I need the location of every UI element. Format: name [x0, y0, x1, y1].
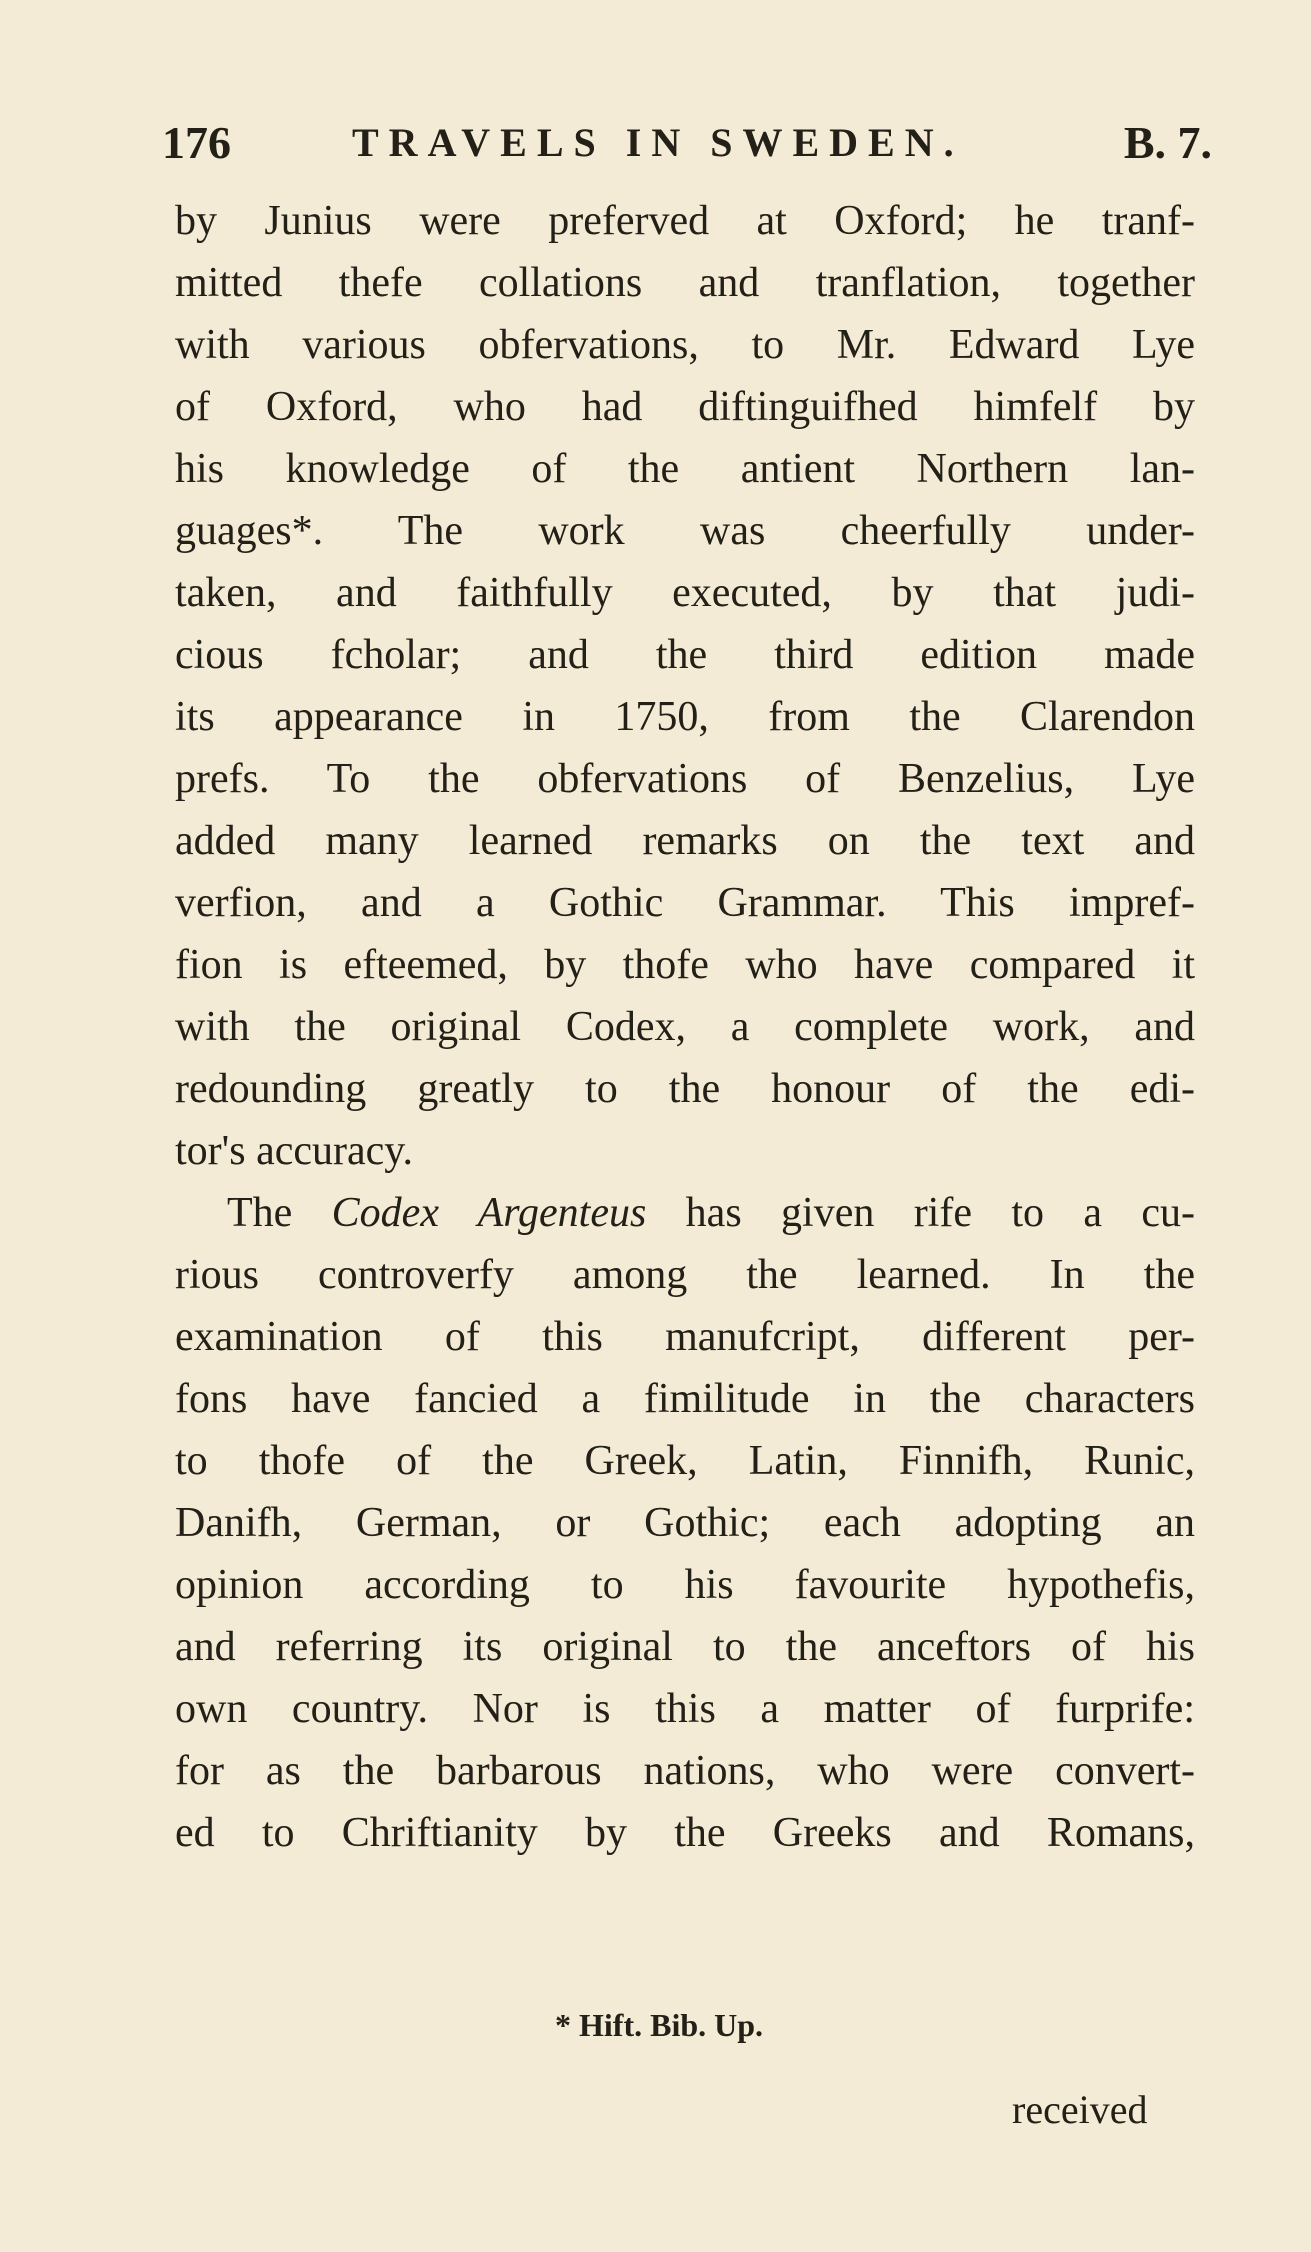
text-line: ed to Chriftianity by the Greeks and Romans,	[175, 1810, 1195, 1856]
text-line: fons have fancied a fimilitude in the characters	[175, 1376, 1195, 1422]
text-line: to thofe of the Greek, Latin, Finnifh, Runic,	[175, 1438, 1195, 1484]
text-line: of Oxford, who had diftinguifhed himfelf by	[175, 384, 1195, 430]
text-line: opinion according to his favourite hypothefis,	[175, 1562, 1195, 1608]
text-line: rious controverfy among the learned. In the	[175, 1252, 1195, 1298]
book-number: B. 7.	[1123, 117, 1212, 168]
body-text	[175, 190, 1195, 1864]
text-line: and referring its original to the anceftors of his	[175, 1624, 1195, 1670]
text-line: prefs. To the obfervations of Benzelius, Lye	[175, 756, 1195, 802]
text-line: for as the barbarous nations, who were convert-	[175, 1748, 1195, 1794]
text-line: guages*. The work was cheerfully under-	[175, 508, 1195, 554]
text-line: Danifh, German, or Gothic; each adopting an	[175, 1500, 1195, 1546]
text-line: cious fcholar; and the third edition made	[175, 632, 1195, 678]
text-line: its appearance in 1750, from the Clarendon	[175, 694, 1195, 740]
page-number: 176	[162, 117, 231, 168]
text-line: added many learned remarks on the text and	[175, 818, 1195, 864]
text-line: tor's accuracy.	[175, 1128, 414, 1174]
running-title: TRAVELS IN SWEDEN.	[352, 120, 964, 165]
text-line: with the original Codex, a complete work, and	[175, 1004, 1195, 1050]
running-header	[162, 108, 1212, 178]
text-line: fion is efteemed, by thofe who have compared it	[175, 942, 1195, 988]
catchword: received	[1012, 2087, 1148, 2132]
text-line: by Junius were preferved at Oxford; he tranf-	[175, 198, 1195, 244]
italic-title: Codex Argenteus	[331, 1190, 647, 1236]
text-span: has given rife to a cu-	[646, 1190, 1195, 1236]
text-line: own country. Nor is this a matter of furprife:	[175, 1686, 1195, 1732]
text-line: taken, and faithfully executed, by that judi-	[175, 570, 1195, 616]
text-line: with various obfervations, to Mr. Edward Lye	[175, 322, 1195, 368]
text-line: mitted thefe collations and tranflation, together	[175, 260, 1195, 306]
text-line: verfion, and a Gothic Grammar. This impref-	[175, 880, 1195, 926]
text-line: examination of this manufcript, different per-	[175, 1314, 1195, 1360]
text-line: redounding greatly to the honour of the edi-	[175, 1066, 1195, 1112]
paragraph-first-line	[175, 1182, 1195, 1244]
text-line: his knowledge of the antient Northern lan-	[175, 446, 1195, 492]
text-span: The	[227, 1190, 332, 1236]
footnote: * Hift. Bib. Up.	[555, 2007, 764, 2043]
